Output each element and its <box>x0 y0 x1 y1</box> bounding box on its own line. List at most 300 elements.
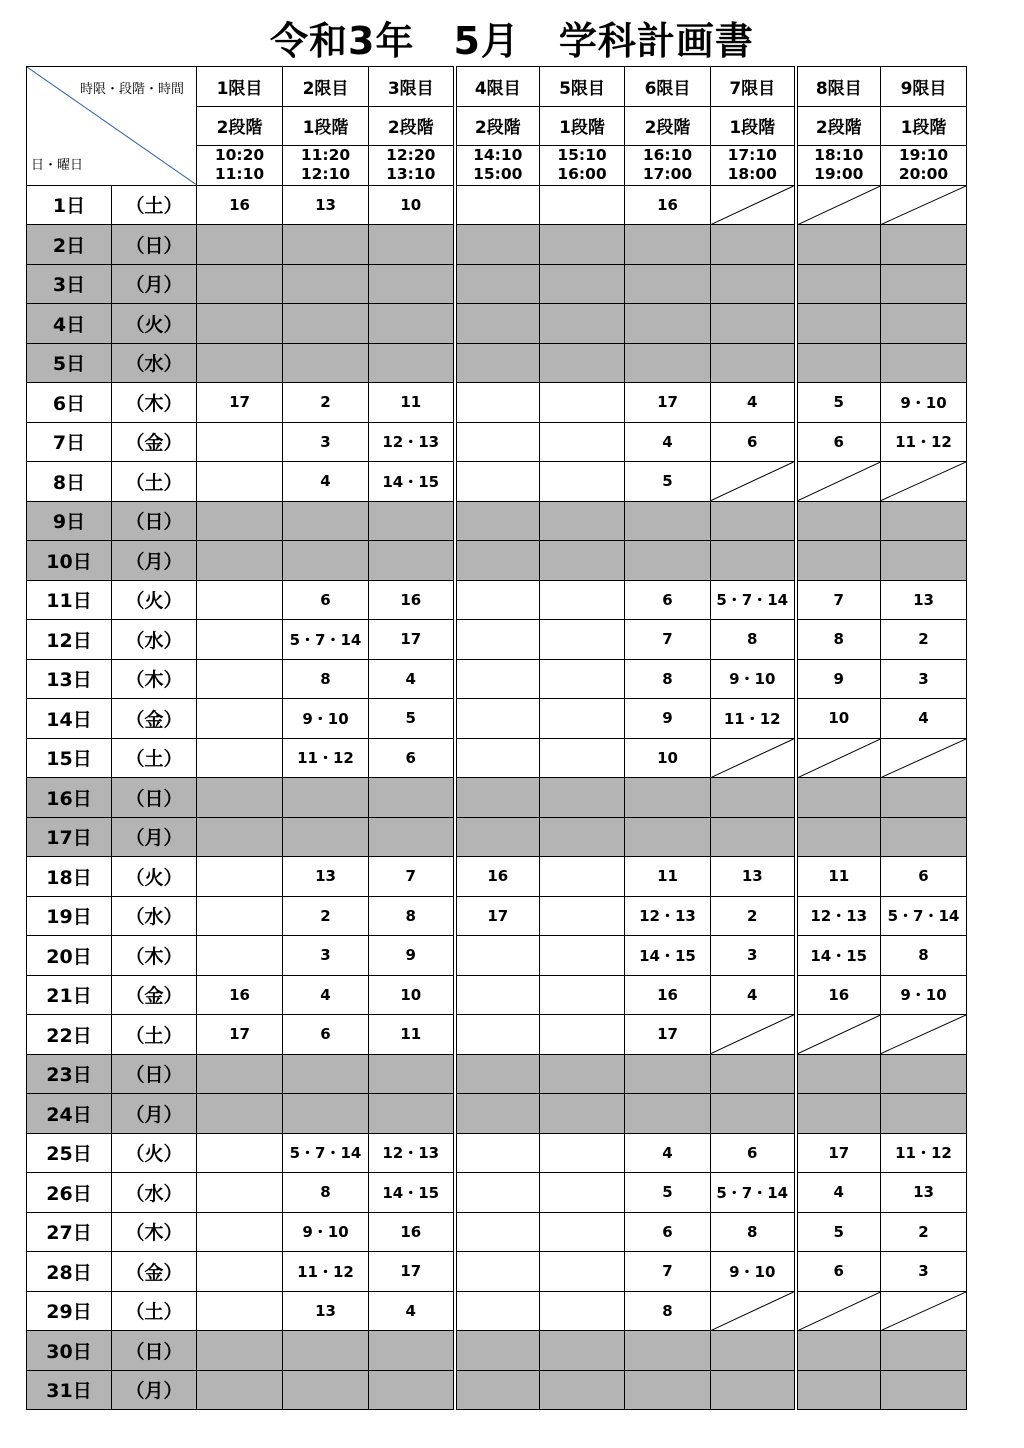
lesson-cell <box>540 1054 625 1094</box>
day-number: 27日 <box>27 1212 112 1252</box>
weekday-label: （金） <box>112 422 197 462</box>
lesson-cell: 16 <box>455 857 540 897</box>
period-header-6: 6限目 <box>625 67 711 107</box>
not-available-cell <box>881 462 967 502</box>
time-end: 18:00 <box>727 165 777 184</box>
lesson-cell <box>796 225 881 265</box>
lesson-cell <box>540 185 625 225</box>
time-header-3 <box>369 146 455 186</box>
lesson-cell: 11 <box>369 1015 455 1055</box>
time-header-2 <box>283 146 369 186</box>
lesson-cell: 5・7・14 <box>881 896 967 936</box>
lesson-cell: 4 <box>625 1133 711 1173</box>
lesson-cell <box>881 1370 967 1410</box>
lesson-cell <box>540 343 625 383</box>
lesson-cell: 12・13 <box>369 422 455 462</box>
lesson-cell <box>540 659 625 699</box>
day-row <box>27 1015 967 1055</box>
weekday-label: （木） <box>112 936 197 976</box>
not-available-cell <box>796 462 881 502</box>
lesson-cell <box>625 343 711 383</box>
day-number: 19日 <box>27 896 112 936</box>
day-number: 12日 <box>27 620 112 660</box>
lesson-cell <box>455 383 540 423</box>
stage-header-3: 2段階 <box>369 106 455 146</box>
lesson-cell <box>455 264 540 304</box>
diagonal-slash-icon <box>798 462 881 501</box>
period-header-3: 3限目 <box>369 67 455 107</box>
day-number: 26日 <box>27 1173 112 1213</box>
lesson-cell <box>283 264 369 304</box>
not-available-cell <box>881 185 967 225</box>
lesson-cell <box>711 1094 796 1134</box>
weekday-label: （月） <box>112 1370 197 1410</box>
day-number: 13日 <box>27 659 112 699</box>
lesson-cell <box>455 580 540 620</box>
lesson-cell <box>540 1212 625 1252</box>
stage-header-8: 2段階 <box>796 106 881 146</box>
lesson-cell <box>881 343 967 383</box>
lesson-cell: 7 <box>625 620 711 660</box>
lesson-cell: 17 <box>796 1133 881 1173</box>
lesson-cell <box>540 462 625 502</box>
diagonal-slash-icon <box>881 462 966 501</box>
lesson-cell <box>197 1212 283 1252</box>
stage-header-1: 2段階 <box>197 106 283 146</box>
lesson-cell <box>369 264 455 304</box>
lesson-cell: 16 <box>197 975 283 1015</box>
lesson-cell: 14・15 <box>369 1173 455 1213</box>
day-row <box>27 541 967 581</box>
lesson-cell <box>283 1054 369 1094</box>
lesson-cell <box>711 1370 796 1410</box>
lesson-cell <box>711 817 796 857</box>
lesson-cell <box>455 817 540 857</box>
lesson-cell: 14・15 <box>369 462 455 502</box>
weekday-label: （日） <box>112 778 197 818</box>
lesson-cell: 9・10 <box>711 1252 796 1292</box>
lesson-cell: 17 <box>369 1252 455 1292</box>
stage-header-5: 1段階 <box>540 106 625 146</box>
lesson-cell: 8 <box>625 1291 711 1331</box>
lesson-cell: 8 <box>283 659 369 699</box>
weekday-label: （火） <box>112 304 197 344</box>
day-row <box>27 817 967 857</box>
day-number: 6日 <box>27 383 112 423</box>
lesson-cell <box>283 501 369 541</box>
lesson-cell: 4 <box>711 975 796 1015</box>
lesson-cell: 3 <box>283 422 369 462</box>
lesson-cell: 10 <box>796 699 881 739</box>
lesson-cell <box>369 541 455 581</box>
day-number: 31日 <box>27 1370 112 1410</box>
time-start: 19:10 <box>898 146 949 165</box>
lesson-cell <box>455 1252 540 1292</box>
lesson-cell: 6 <box>283 1015 369 1055</box>
lesson-cell <box>540 541 625 581</box>
lesson-cell <box>283 304 369 344</box>
lesson-cell <box>540 1291 625 1331</box>
lesson-cell <box>283 1331 369 1371</box>
not-available-cell <box>796 1291 881 1331</box>
lesson-cell <box>369 225 455 265</box>
lesson-cell <box>881 1331 967 1371</box>
day-row <box>27 1291 967 1331</box>
lesson-cell <box>455 1015 540 1055</box>
time-end: 16:00 <box>557 165 607 184</box>
weekday-label: （月） <box>112 541 197 581</box>
lesson-cell: 14・15 <box>796 936 881 976</box>
lesson-cell <box>197 1173 283 1213</box>
lesson-cell <box>369 343 455 383</box>
lesson-cell: 9・10 <box>283 1212 369 1252</box>
lesson-cell: 17 <box>625 1015 711 1055</box>
day-number: 25日 <box>27 1133 112 1173</box>
lesson-cell <box>455 699 540 739</box>
diagonal-slash-icon <box>798 739 881 778</box>
time-header-5 <box>540 146 625 186</box>
lesson-cell <box>197 1252 283 1292</box>
lesson-cell: 4 <box>881 699 967 739</box>
weekday-label: （金） <box>112 1252 197 1292</box>
day-row <box>27 1133 967 1173</box>
lesson-cell <box>881 225 967 265</box>
lesson-cell <box>197 738 283 778</box>
time-header-7 <box>711 146 796 186</box>
lesson-cell: 9・10 <box>881 383 967 423</box>
lesson-cell <box>540 896 625 936</box>
weekday-label: （日） <box>112 225 197 265</box>
lesson-cell <box>881 778 967 818</box>
lesson-cell: 12・13 <box>796 896 881 936</box>
diagonal-slash-icon <box>711 1015 794 1054</box>
lesson-cell: 17 <box>197 383 283 423</box>
lesson-cell <box>625 304 711 344</box>
lesson-cell: 12・13 <box>625 896 711 936</box>
lesson-cell <box>796 1094 881 1134</box>
lesson-cell <box>197 896 283 936</box>
lesson-cell: 11 <box>369 383 455 423</box>
weekday-label: （月） <box>112 817 197 857</box>
lesson-cell: 2 <box>711 896 796 936</box>
lesson-cell: 5 <box>796 1212 881 1252</box>
schedule-table <box>26 66 967 1410</box>
lesson-cell <box>540 501 625 541</box>
lesson-cell: 10 <box>625 738 711 778</box>
lesson-cell: 8 <box>283 1173 369 1213</box>
weekday-label: （土） <box>112 1015 197 1055</box>
not-available-cell <box>796 1015 881 1055</box>
lesson-cell <box>796 304 881 344</box>
diagonal-slash-icon <box>798 1015 881 1054</box>
weekday-label: （木） <box>112 1212 197 1252</box>
day-number: 29日 <box>27 1291 112 1331</box>
time-end: 11:10 <box>214 165 265 184</box>
not-available-cell <box>796 738 881 778</box>
diagonal-slash-icon <box>711 739 794 778</box>
day-number: 11日 <box>27 580 112 620</box>
lesson-cell: 9 <box>369 936 455 976</box>
lesson-cell <box>283 817 369 857</box>
weekday-label: （火） <box>112 857 197 897</box>
lesson-cell <box>369 304 455 344</box>
lesson-cell: 13 <box>711 857 796 897</box>
day-row <box>27 936 967 976</box>
lesson-cell: 7 <box>369 857 455 897</box>
weekday-label: （日） <box>112 1054 197 1094</box>
lesson-cell <box>283 343 369 383</box>
day-row <box>27 580 967 620</box>
diagonal-slash-icon <box>711 1292 794 1331</box>
lesson-cell: 7 <box>625 1252 711 1292</box>
lesson-cell <box>197 541 283 581</box>
lesson-cell <box>796 541 881 581</box>
lesson-cell <box>283 778 369 818</box>
lesson-cell <box>625 541 711 581</box>
lesson-cell <box>369 1094 455 1134</box>
lesson-cell <box>455 225 540 265</box>
period-header-2: 2限目 <box>283 67 369 107</box>
weekday-label: （土） <box>112 1291 197 1331</box>
lesson-cell <box>540 304 625 344</box>
lesson-cell <box>625 264 711 304</box>
diagonal-slash-icon <box>881 1015 966 1054</box>
time-start: 18:10 <box>814 146 864 165</box>
lesson-cell: 8 <box>369 896 455 936</box>
lesson-cell: 12・13 <box>369 1133 455 1173</box>
header-corner-cell <box>27 67 197 186</box>
lesson-cell: 16 <box>796 975 881 1015</box>
lesson-cell: 6 <box>283 580 369 620</box>
time-end: 17:00 <box>642 165 693 184</box>
day-row <box>27 1331 967 1371</box>
time-end: 20:00 <box>898 165 949 184</box>
day-number: 22日 <box>27 1015 112 1055</box>
day-row <box>27 620 967 660</box>
day-row <box>27 975 967 1015</box>
lesson-cell <box>197 1291 283 1331</box>
day-number: 4日 <box>27 304 112 344</box>
weekday-label: （日） <box>112 1331 197 1371</box>
lesson-cell: 17 <box>197 1015 283 1055</box>
lesson-cell: 11・12 <box>711 699 796 739</box>
weekday-label: （火） <box>112 580 197 620</box>
lesson-cell <box>796 264 881 304</box>
lesson-cell <box>455 304 540 344</box>
lesson-cell <box>283 541 369 581</box>
lesson-cell <box>540 620 625 660</box>
lesson-cell <box>197 501 283 541</box>
lesson-cell: 16 <box>197 185 283 225</box>
weekday-label: （水） <box>112 343 197 383</box>
diagonal-slash-icon <box>798 186 881 225</box>
lesson-cell <box>369 1331 455 1371</box>
lesson-cell: 5・7・14 <box>711 580 796 620</box>
lesson-cell <box>540 1133 625 1173</box>
lesson-cell: 16 <box>625 975 711 1015</box>
lesson-cell <box>881 1054 967 1094</box>
lesson-cell: 11・12 <box>283 738 369 778</box>
diagonal-slash-icon <box>711 462 794 501</box>
lesson-cell: 11・12 <box>881 1133 967 1173</box>
lesson-cell <box>455 659 540 699</box>
lesson-cell <box>197 620 283 660</box>
lesson-cell: 5 <box>796 383 881 423</box>
day-number: 9日 <box>27 501 112 541</box>
weekday-label: （木） <box>112 659 197 699</box>
time-end: 13:10 <box>386 165 436 184</box>
day-row <box>27 1094 967 1134</box>
day-row <box>27 462 967 502</box>
lesson-cell <box>711 501 796 541</box>
time-start: 17:10 <box>727 146 777 165</box>
lesson-cell <box>540 1173 625 1213</box>
lesson-cell: 17 <box>455 896 540 936</box>
not-available-cell <box>881 1015 967 1055</box>
lesson-cell: 9 <box>625 699 711 739</box>
weekday-label: （水） <box>112 896 197 936</box>
weekday-label: （土） <box>112 462 197 502</box>
day-number: 14日 <box>27 699 112 739</box>
weekday-label: （日） <box>112 501 197 541</box>
lesson-cell <box>197 1054 283 1094</box>
lesson-cell <box>197 817 283 857</box>
lesson-cell <box>881 541 967 581</box>
lesson-cell <box>540 1331 625 1371</box>
lesson-cell: 5・7・14 <box>711 1173 796 1213</box>
lesson-cell: 2 <box>283 383 369 423</box>
lesson-cell <box>455 1054 540 1094</box>
lesson-cell: 3 <box>283 936 369 976</box>
time-start: 12:20 <box>386 146 436 165</box>
day-row <box>27 264 967 304</box>
lesson-cell <box>455 1370 540 1410</box>
lesson-cell: 8 <box>796 620 881 660</box>
lesson-cell <box>540 817 625 857</box>
weekday-label: （月） <box>112 1094 197 1134</box>
weekday-label: （土） <box>112 738 197 778</box>
lesson-cell <box>197 422 283 462</box>
day-row <box>27 1212 967 1252</box>
lesson-cell <box>540 422 625 462</box>
period-header-row <box>27 67 967 107</box>
lesson-cell <box>711 343 796 383</box>
corner-label-period-stage-time: 時限・段階・時間 <box>79 82 184 97</box>
time-start: 14:10 <box>473 146 523 165</box>
lesson-cell <box>711 225 796 265</box>
lesson-cell <box>455 620 540 660</box>
day-row <box>27 659 967 699</box>
time-header-8 <box>796 146 881 186</box>
not-available-cell <box>796 185 881 225</box>
day-number: 23日 <box>27 1054 112 1094</box>
period-header-9: 9限目 <box>881 67 967 107</box>
lesson-cell <box>881 817 967 857</box>
lesson-cell <box>540 778 625 818</box>
day-number: 3日 <box>27 264 112 304</box>
lesson-cell <box>625 225 711 265</box>
period-header-5: 5限目 <box>540 67 625 107</box>
lesson-cell: 6 <box>711 1133 796 1173</box>
lesson-cell <box>625 1054 711 1094</box>
day-row <box>27 857 967 897</box>
lesson-cell: 8 <box>625 659 711 699</box>
lesson-cell: 5 <box>625 1173 711 1213</box>
lesson-cell: 4 <box>369 659 455 699</box>
weekday-label: （月） <box>112 264 197 304</box>
weekday-label: （土） <box>112 185 197 225</box>
lesson-cell: 2 <box>881 1212 967 1252</box>
day-number: 28日 <box>27 1252 112 1292</box>
lesson-cell <box>283 225 369 265</box>
lesson-cell <box>455 422 540 462</box>
lesson-cell: 13 <box>283 1291 369 1331</box>
lesson-cell <box>540 264 625 304</box>
lesson-cell <box>455 975 540 1015</box>
time-header-6 <box>625 146 711 186</box>
lesson-cell <box>455 501 540 541</box>
day-number: 30日 <box>27 1331 112 1371</box>
time-start: 11:20 <box>300 146 351 165</box>
lesson-cell <box>540 383 625 423</box>
not-available-cell <box>881 1291 967 1331</box>
diagonal-slash-icon <box>881 1292 966 1331</box>
lesson-cell: 3 <box>711 936 796 976</box>
lesson-cell <box>711 541 796 581</box>
lesson-cell <box>283 1370 369 1410</box>
lesson-cell: 11 <box>796 857 881 897</box>
lesson-cell <box>455 1291 540 1331</box>
lesson-cell <box>197 1133 283 1173</box>
stage-header-7: 1段階 <box>711 106 796 146</box>
lesson-cell: 6 <box>369 738 455 778</box>
lesson-cell: 16 <box>625 185 711 225</box>
lesson-cell: 4 <box>283 462 369 502</box>
lesson-cell: 5・7・14 <box>283 620 369 660</box>
lesson-cell: 6 <box>711 422 796 462</box>
lesson-cell: 6 <box>796 422 881 462</box>
lesson-cell: 4 <box>283 975 369 1015</box>
lesson-cell: 10 <box>369 185 455 225</box>
lesson-cell <box>369 1370 455 1410</box>
lesson-cell <box>455 738 540 778</box>
stage-header-2: 1段階 <box>283 106 369 146</box>
lesson-cell <box>369 1054 455 1094</box>
period-header-4: 4限目 <box>455 67 540 107</box>
not-available-cell <box>711 462 796 502</box>
lesson-cell <box>197 264 283 304</box>
day-number: 1日 <box>27 185 112 225</box>
lesson-cell: 4 <box>625 422 711 462</box>
lesson-cell <box>540 699 625 739</box>
lesson-cell <box>369 817 455 857</box>
lesson-cell <box>796 343 881 383</box>
day-row <box>27 1054 967 1094</box>
day-row <box>27 422 967 462</box>
lesson-cell <box>796 1370 881 1410</box>
lesson-cell <box>197 699 283 739</box>
day-row <box>27 1173 967 1213</box>
lesson-cell <box>455 462 540 502</box>
diagonal-slash-icon <box>881 739 966 778</box>
lesson-cell: 6 <box>625 1212 711 1252</box>
lesson-cell: 10 <box>369 975 455 1015</box>
day-number: 17日 <box>27 817 112 857</box>
day-number: 5日 <box>27 343 112 383</box>
lesson-cell: 8 <box>711 620 796 660</box>
lesson-cell: 17 <box>625 383 711 423</box>
lesson-cell: 9・10 <box>711 659 796 699</box>
